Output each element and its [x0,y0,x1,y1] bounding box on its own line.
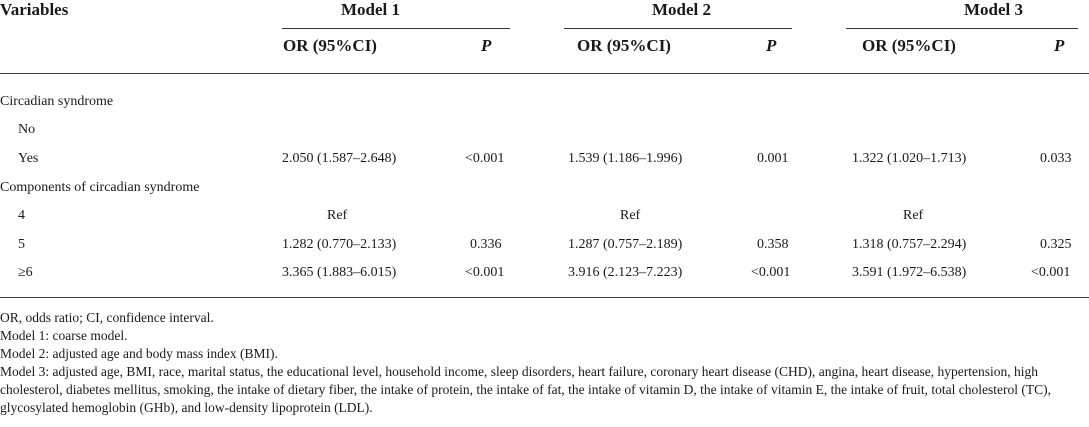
table-cell: <0.001 [465,151,505,166]
table-cell: Ref [327,208,348,223]
header-or-model-3: OR (95%CI) [862,36,956,55]
footnote: Model 1: coarse model. [0,328,128,343]
model-3-underline [846,28,1078,29]
table-cell: Ref [620,208,641,223]
row-label: Circadian syndrome [0,94,114,109]
table-cell: 0.325 [1040,237,1072,252]
table-cell: 1.282 (0.770–2.133) [282,237,397,252]
table-cell: 0.358 [757,237,789,252]
header-p-model-2: P [766,36,777,55]
table-cell: 3.916 (2.123–7.223) [568,265,683,280]
row-label: Yes [18,151,39,166]
row-label: Components of circadian syndrome [0,180,200,195]
row-label: 4 [18,208,25,223]
table-bottom-rule [0,297,1089,298]
table-cell: 2.050 (1.587–2.648) [282,151,397,166]
header-model-1: Model 1 [341,0,401,19]
header-p-model-1: P [481,36,492,55]
table-cell: 3.365 (1.883–6.015) [282,265,397,280]
model-2-underline [564,28,792,29]
header-p-model-3: P [1054,36,1065,55]
table-cell: <0.001 [465,265,505,280]
footnote: Model 3: adjusted age, BMI, race, marital status, the educational level, household income, sleep disorders, heart failure, coronary heart disease (CHD), angina, heart disease, hypertension, high cholesterol, diabetes mellitus, smoking, the intake of dietary fiber, the intake of protein, the intake of fat, the intake of vitamin D, the intake of vitamin E, the intake of fruit, total cholesterol (TC), glycosylated hemoglobin (GHb), and low-density lipoprotein (LDL). [0,364,1052,415]
table-cell: 3.591 (1.972–6.538) [852,265,967,280]
header-model-3: Model 3 [964,0,1024,19]
table-cell: 1.539 (1.186–1.996) [568,151,683,166]
header-rule [0,73,1089,74]
header-model-2: Model 2 [652,0,712,19]
table-cell: <0.001 [1031,265,1071,280]
table-cell: 0.001 [757,151,789,166]
table-cell: <0.001 [751,265,791,280]
row-label: ≥6 [18,265,33,280]
table-cell: Ref [903,208,924,223]
row-label: 5 [18,237,25,252]
row-label: No [18,122,36,137]
table-cell: 0.336 [470,237,502,252]
header-or-model-1: OR (95%CI) [283,36,377,55]
header-or-model-2: OR (95%CI) [577,36,671,55]
footnote: OR, odds ratio; CI, confidence interval. [0,310,214,325]
table-cell: 1.318 (0.757–2.294) [852,237,967,252]
table-cell: 1.322 (1.020–1.713) [852,151,967,166]
footnote: Model 2: adjusted age and body mass index (BMI). [0,346,278,361]
table-cell: 0.033 [1040,151,1072,166]
table-cell: 1.287 (0.757–2.189) [568,237,683,252]
header-variables: Variables [0,0,69,19]
model-1-underline [282,28,510,29]
